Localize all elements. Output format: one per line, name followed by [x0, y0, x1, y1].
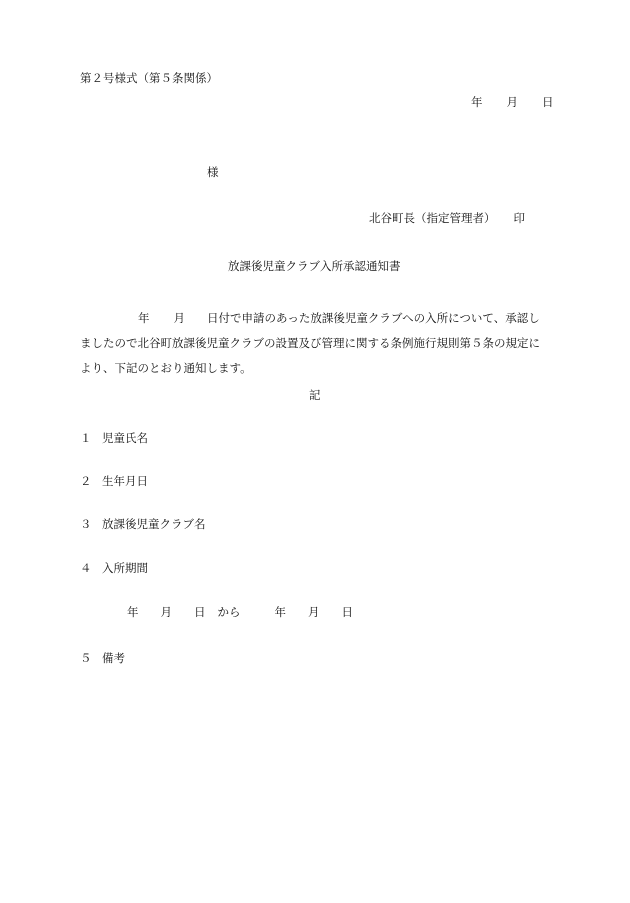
item-number: ３ [80, 517, 92, 531]
ki-label: 記 [309, 388, 321, 402]
period-range [127, 607, 353, 619]
item-club-name [80, 519, 206, 531]
period-day-2: 日 [341, 605, 353, 619]
item-label: 児童氏名 [102, 431, 148, 445]
document-title: 放課後児童クラブ入所承認通知書 [228, 259, 401, 273]
date-day: 日 [542, 95, 554, 109]
item-number: ４ [80, 561, 92, 575]
item-remarks [80, 653, 125, 665]
period-year-2: 年 [274, 605, 286, 619]
period-year-1: 年 [127, 605, 139, 619]
body-line-3: より、下記のとおり通知します。 [80, 361, 252, 375]
body-month: 月 [173, 311, 185, 325]
item-birthdate [80, 476, 148, 488]
period-month-2: 月 [308, 605, 320, 619]
item-number: ２ [80, 474, 92, 488]
period-month-1: 月 [160, 605, 172, 619]
item-label: 生年月日 [102, 474, 148, 488]
body-paragraph [80, 306, 550, 381]
addressee-suffix: 様 [207, 165, 219, 179]
item-label: 放課後児童クラブ名 [102, 517, 206, 531]
item-label: 備考 [102, 651, 125, 665]
body-line-1 [80, 306, 550, 331]
date-line [471, 97, 554, 109]
issuer-name: 北谷町長（指定管理者） [369, 211, 496, 225]
period-day-1: 日 [194, 605, 206, 619]
date-month: 月 [506, 95, 518, 109]
item-period [80, 563, 148, 575]
item-child-name [80, 433, 148, 445]
item-number: ５ [80, 651, 92, 665]
seal-mark: 印 [513, 211, 525, 225]
form-label: 第２号様式（第５条関係） [80, 71, 218, 85]
item-number: １ [80, 431, 92, 445]
issuer-line [369, 213, 525, 225]
item-label: 入所期間 [102, 561, 148, 575]
body-line-2: ましたので北谷町放課後児童クラブの設置及び管理に関する条例施行規則第５条の規定に [80, 336, 540, 350]
body-line1-text: 日付で申請のあった放課後児童クラブへの入所について、承認し [207, 311, 540, 325]
body-year: 年 [138, 311, 150, 325]
period-from: から [217, 605, 241, 619]
date-year: 年 [471, 95, 483, 109]
